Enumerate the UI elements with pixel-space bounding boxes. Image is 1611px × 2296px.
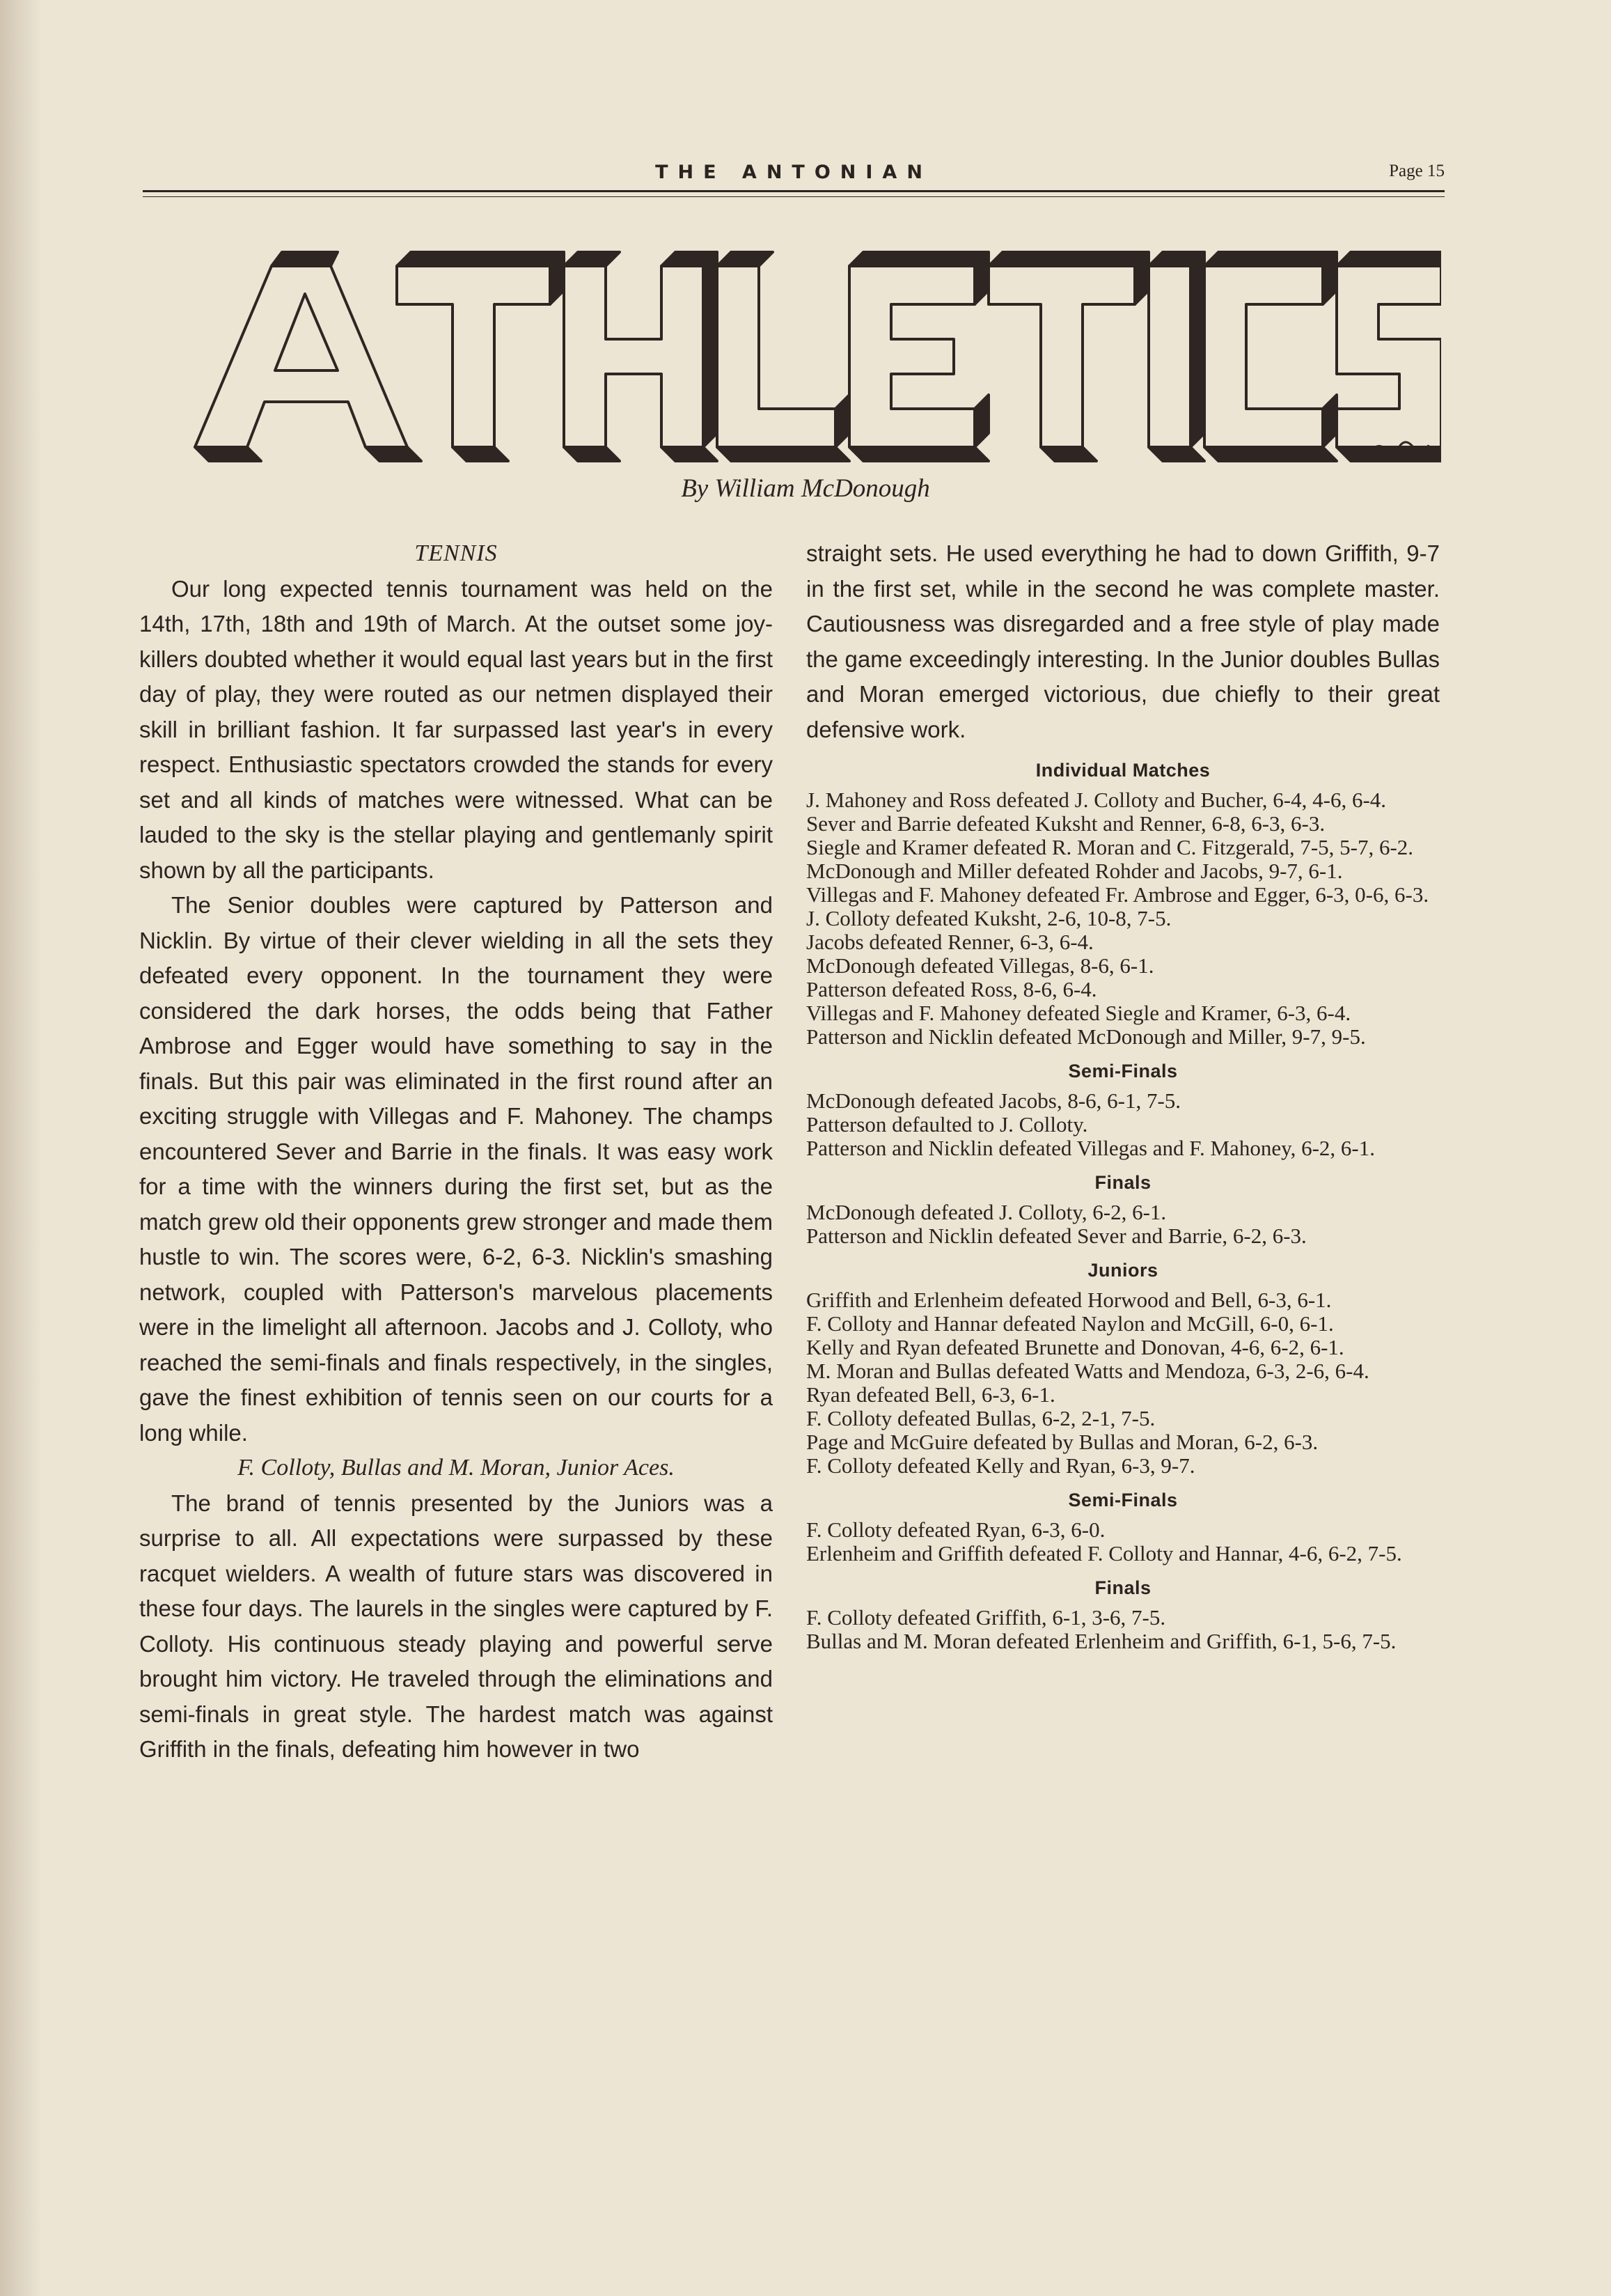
match-result: F. Colloty defeated Kelly and Ryan, 6-3, 9-7. — [806, 1453, 1195, 1478]
match-result: Bullas and M. Moran defeated Erlenheim and Griffith, 6-1, 5-6, 7-5. — [806, 1629, 1397, 1653]
match-result: Patterson defeated Ross, 8-6, 6-4. — [806, 977, 1097, 1001]
header-rule — [143, 190, 1445, 192]
match-result: McDonough defeated Villegas, 8-6, 6-1. — [806, 953, 1154, 978]
match-result: Patterson and Nicklin defeated Villegas and F. Mahoney, 6-2, 6-1. — [806, 1136, 1375, 1160]
paragraph: Our long expected tennis tournament was held on the 14th, 17th, 18th and 19th of March. At the outset some joy-killers doubted whether it would equal last years but in the first day of play, they were routed as our netmen displayed their skill in brilliant fashion. It far surpassed last year's in every respect. Enthusiastic spectators crowded the stands for every set and all kinds of matches were witnessed. What can be lauded to the sky is the stellar playing and gentlemanly spirit shown by all the participants. — [139, 575, 773, 883]
match-result: J. Mahoney and Ross defeated J. Colloty and Bucher, 6-4, 4-6, 6-4. — [806, 788, 1387, 812]
running-head — [143, 162, 1445, 189]
match-result: F. Colloty and Hannar defeated Naylon and McGill, 6-0, 6-1. — [806, 1311, 1334, 1336]
results-heading: Juniors — [1087, 1260, 1158, 1281]
match-result: Ryan defeated Bell, 6-3, 6-1. — [806, 1382, 1055, 1407]
section-title: TENNIS — [414, 540, 498, 566]
paragraph: The Senior doubles were captured by Patterson and Nicklin. By virtue of their clever wielding in all the sets they defeated every opponent. In the tournament they were considered the dark horses, the odds being that Father Ambrose and Egger would have something to say in the finals. But this pair was eliminated in the first round after an exciting struggle with Villegas and F. Mahoney. The champs encountered Sever and Barrie in the finals. It was easy work for a time with the winners during the first set, but as the match grew old their opponents grew stronger and made them hustle to win. The scores were, 6-2, 6-3. Nicklin's smashing network, coupled with Patterson's marvelous placements were in the limelight all afternoon. Jacobs and J. Colloty, who reached the semi-finals and finals respectively, in the singles, gave the finest exhibition of tennis seen on our courts for a long while. — [139, 892, 773, 1446]
paragraph: The brand of tennis presented by the Juniors was a surprise to all. All expectations were surpassed by these racquet wielders. A wealth of future stars was discovered in these four days. The laurels in the singles were captured by F. Colloty. His continuous steady playing and powerful serve brought him victory. He traveled through the eliminations and semi-finals in great style. The hardest match was against Griffith in the finals, defeating him however in two — [139, 1490, 773, 1762]
match-result: Erlenheim and Griffith defeated F. Colloty and Hannar, 4-6, 6-2, 7-5. — [806, 1541, 1402, 1565]
match-result: Griffith and Erlenheim defeated Horwood and Bell, 6-3, 6-1. — [806, 1288, 1332, 1312]
results-heading: Finals — [1094, 1172, 1152, 1193]
match-result: J. Colloty defeated Kuksht, 2-6, 10-8, 7-5. — [806, 906, 1172, 930]
results-heading: Semi-Finals — [1068, 1490, 1178, 1510]
byline: By William McDonough — [681, 474, 930, 503]
match-result: Page and McGuire defeated by Bullas and Moran, 6-2, 6-3. — [806, 1430, 1319, 1454]
match-result: McDonough and Miller defeated Rohder and Jacobs, 9-7, 6-1. — [806, 859, 1343, 883]
match-result: Kelly and Ryan defeated Brunette and Donovan, 4-6, 6-2, 6-1. — [806, 1335, 1344, 1359]
paragraph-continuation: straight sets. He used everything he had to down Griffith, 9-7 in the first set, while in the second he was complete master. Cautiousness was disregarded and a free style of play made the game exceedingly interesting. In the Junior doubles Bullas and Moran emerged victorious, due chiefly to their great defensive work. — [806, 540, 1440, 742]
match-result: F. Colloty defeated Ryan, 6-3, 6-0. — [806, 1517, 1106, 1542]
match-result: Jacobs defeated Renner, 6-3, 6-4. — [806, 930, 1094, 954]
athletics-title-art — [188, 238, 1441, 489]
match-result: Patterson defaulted to J. Colloty. — [806, 1112, 1088, 1137]
match-result: Sever and Barrie defeated Kuksht and Renner, 6-8, 6-3, 6-3. — [806, 811, 1326, 836]
match-result: Patterson and Nicklin defeated McDonough and Miller, 9-7, 9-5. — [806, 1024, 1366, 1049]
right-column — [806, 536, 1440, 1653]
left-column — [139, 536, 773, 1767]
match-result: M. Moran and Bullas defeated Watts and Mendoza, 6-3, 2-6, 6-4. — [806, 1359, 1369, 1383]
match-result: Patterson and Nicklin defeated Sever and Barrie, 6-2, 6-3. — [806, 1224, 1307, 1248]
match-result: Siegle and Kramer defeated R. Moran and C. Fitzgerald, 7-5, 5-7, 6-2. — [806, 835, 1414, 859]
masthead: THE ANTONIAN — [655, 162, 932, 183]
match-result: Villegas and F. Mahoney defeated Fr. Ambrose and Egger, 6-3, 0-6, 6-3. — [806, 882, 1429, 907]
page-number: Page 15 — [1389, 162, 1445, 180]
binding-shadow — [0, 0, 42, 2296]
match-result: Villegas and F. Mahoney defeated Siegle and Kramer, 6-3, 6-4. — [806, 1001, 1351, 1025]
match-result: F. Colloty defeated Griffith, 6-1, 3-6, 7-5. — [806, 1605, 1166, 1630]
match-result: McDonough defeated J. Colloty, 6-2, 6-1. — [806, 1200, 1167, 1224]
results-heading: Semi-Finals — [1068, 1061, 1178, 1081]
match-result: F. Colloty defeated Bullas, 6-2, 2-1, 7-5. — [806, 1406, 1156, 1430]
header-rule-thin — [143, 196, 1445, 197]
subheading: F. Colloty, Bullas and M. Moran, Junior Aces. — [237, 1455, 675, 1481]
results-heading: Finals — [1094, 1577, 1152, 1598]
match-result: McDonough defeated Jacobs, 8-6, 6-1, 7-5. — [806, 1088, 1181, 1113]
results-heading: Individual Matches — [1035, 760, 1211, 781]
